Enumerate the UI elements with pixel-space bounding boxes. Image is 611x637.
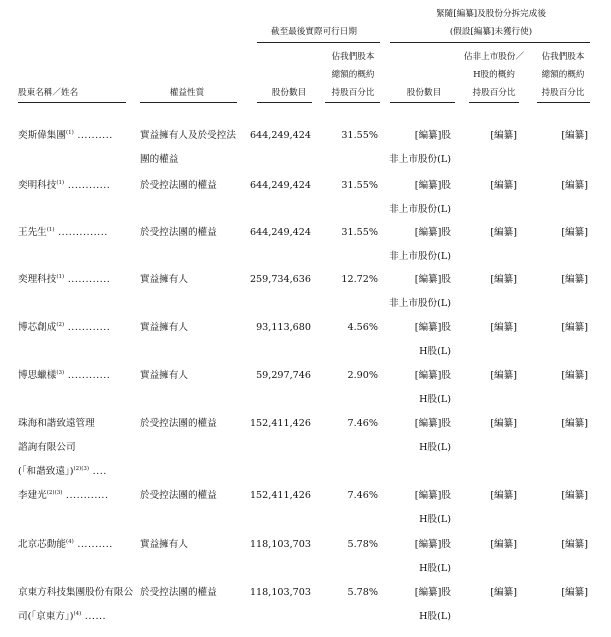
shareholder-name: 北京芯動能$^{(4)}$ .......... <box>18 539 113 550</box>
shares-after: [編纂]股 <box>414 418 451 429</box>
shareholding-pct: 7.46% <box>347 418 378 429</box>
leader-dots: ............ <box>64 370 111 381</box>
share-class: H股(L) <box>419 611 451 622</box>
pct-class-after: [編纂] <box>490 539 517 550</box>
interest-nature: 實益擁有人及於受控法 <box>140 130 236 141</box>
header-group-right-line2: (假設[編纂]未獲行使) <box>449 27 533 37</box>
share-class: 非上市股份(L) <box>389 204 451 215</box>
interest-nature: 實益擁有人 <box>140 274 188 285</box>
header-group-left: 截至最後實際可行日期 <box>271 27 357 37</box>
header-col-shares-b: 股份數目 <box>406 88 442 98</box>
footnote-ref: (4) <box>65 539 74 545</box>
interest-nature: 於受控法團的權益 <box>140 227 217 238</box>
shareholding-pct: 5.78% <box>347 587 378 598</box>
leader-dots: ............ <box>64 180 111 191</box>
interest-nature: 實益擁有人 <box>140 370 188 381</box>
header-col-pct-b-1: 佔非上市股份／ <box>463 52 525 62</box>
leader-dots: ...... <box>81 611 107 622</box>
share-class: 非上市股份(L) <box>389 251 451 262</box>
interest-nature: 於受控法團的權益 <box>140 418 217 429</box>
shareholding-pct: 31.55% <box>341 227 378 238</box>
footnote-ref: (3) <box>56 370 65 376</box>
pct-total-after: [編纂] <box>561 130 588 141</box>
interest-nature: 於受控法團的權益 <box>140 180 217 191</box>
pct-class-after: [編纂] <box>490 418 517 429</box>
header-col-shares-a: 股份數目 <box>271 88 307 98</box>
header-rule-name <box>18 102 126 103</box>
shares-after: [編纂]股 <box>414 227 451 238</box>
leader-dots: ............ <box>62 490 109 501</box>
shares-after: [編纂]股 <box>414 274 451 285</box>
shareholder-name: 司(「京東方」)$^{(4)}$ ...... <box>18 611 107 622</box>
shares-after: [編纂]股 <box>414 322 451 333</box>
shareholder-name: 奕斯偉集團$^{(1)}$ .......... <box>18 130 113 141</box>
shares-after: [編纂]股 <box>414 490 451 501</box>
header-rule-pct-a <box>325 102 380 103</box>
shareholding-pct: 2.90% <box>347 370 378 381</box>
footnote-ref: (1) <box>56 274 65 280</box>
header-rule-shares-b <box>390 102 455 103</box>
shares-after: [編纂]股 <box>414 587 451 598</box>
shares-count: 644,249,424 <box>249 227 311 238</box>
footnote-ref: (1) <box>56 180 65 186</box>
pct-class-after: [編纂] <box>490 227 517 238</box>
pct-total-after: [編纂] <box>561 227 588 238</box>
share-class: H股(L) <box>419 514 451 525</box>
share-class: H股(L) <box>419 442 451 453</box>
shares-after: [編纂]股 <box>414 180 451 191</box>
shares-after: [編纂]股 <box>414 130 451 141</box>
shareholder-name: 奕明科技$^{(1)}$ ............ <box>18 180 111 191</box>
pct-total-after: [編纂] <box>561 418 588 429</box>
leader-dots: .... <box>89 466 107 477</box>
pct-class-after: [編纂] <box>490 370 517 381</box>
header-group-right-line1: 緊隨[編纂]及股份分拆完成後 <box>436 9 546 19</box>
pct-total-after: [編纂] <box>561 370 588 381</box>
pct-total-after: [編纂] <box>561 539 588 550</box>
shares-count: 59,297,746 <box>256 370 311 381</box>
header-col-pct-c-3: 持股百分比 <box>541 88 585 98</box>
header-col-pct-c-1: 佔我們股本 <box>541 52 585 62</box>
share-class: H股(L) <box>419 346 451 357</box>
leader-dots: .............. <box>54 227 108 238</box>
shares-count: 93,113,680 <box>256 322 311 333</box>
shareholder-name: 諮詢有限公司 <box>18 442 76 453</box>
pct-class-after: [編纂] <box>490 490 517 501</box>
shareholder-name: (「和諧致遠」)$^{(2)(3)}$ .... <box>18 466 107 477</box>
pct-total-after: [編纂] <box>561 587 588 598</box>
pct-class-after: [編纂] <box>490 322 517 333</box>
footnote-ref: (1) <box>46 227 55 233</box>
header-col-pct-a-3: 持股百分比 <box>331 88 375 98</box>
shareholder-name: 珠海和諧致遠管理 <box>18 418 95 429</box>
pct-class-after: [編纂] <box>490 180 517 191</box>
shares-count: 644,249,424 <box>249 130 311 141</box>
shareholding-pct: 5.78% <box>347 539 378 550</box>
shareholder-name: 李建光$^{(2)(3)}$ ............ <box>18 490 109 501</box>
footnote-ref: (2)(3) <box>73 466 90 472</box>
header-col-pct-b-2: H股的概約 <box>473 70 515 80</box>
interest-nature: 實益擁有人 <box>140 539 188 550</box>
shareholder-name: 博思蠟樣$^{(3)}$ ............ <box>18 370 111 381</box>
shareholder-name: 博芯創成$^{(2)}$ ............ <box>18 322 111 333</box>
shares-count: 118,103,703 <box>249 539 311 550</box>
header-col-name: 股東名稱／姓名 <box>18 88 79 98</box>
shares-count: 152,411,426 <box>249 418 311 429</box>
shareholding-pct: 4.56% <box>347 322 378 333</box>
footnote-ref: (4) <box>73 611 82 617</box>
pct-class-after: [編纂] <box>490 274 517 285</box>
header-rule-right <box>390 42 590 43</box>
interest-nature: 團的權益 <box>140 154 179 165</box>
header-rule-pct-b <box>469 102 519 103</box>
share-class: H股(L) <box>419 394 451 405</box>
pct-class-after: [編纂] <box>490 587 517 598</box>
pct-total-after: [編纂] <box>561 490 588 501</box>
share-class: 非上市股份(L) <box>389 154 451 165</box>
shares-after: [編纂]股 <box>414 370 451 381</box>
header-col-pct-c-2: 總額的概約 <box>541 70 585 80</box>
header-rule-nature <box>140 102 237 103</box>
interest-nature: 於受控法團的權益 <box>140 490 217 501</box>
leader-dots: .......... <box>73 539 113 550</box>
interest-nature: 實益擁有人 <box>140 322 188 333</box>
shareholding-pct: 31.55% <box>341 180 378 191</box>
shareholder-name: 王先生$^{(1)}$ .............. <box>18 227 108 238</box>
footnote-ref: (2) <box>56 322 65 328</box>
shares-count: 259,734,636 <box>249 274 311 285</box>
pct-total-after: [編纂] <box>561 274 588 285</box>
header-col-pct-b-3: 持股百分比 <box>472 88 516 98</box>
leader-dots: .......... <box>73 130 113 141</box>
shareholding-pct: 7.46% <box>347 490 378 501</box>
shareholding-pct: 31.55% <box>341 130 378 141</box>
shares-count: 152,411,426 <box>249 490 311 501</box>
pct-total-after: [編纂] <box>561 180 588 191</box>
header-rule-left <box>257 42 380 43</box>
footnote-ref: (2)(3) <box>46 490 63 496</box>
shareholder-name: 奕理科技$^{(1)}$ ............ <box>18 274 111 285</box>
shares-count: 118,103,703 <box>249 587 311 598</box>
pct-class-after: [編纂] <box>490 130 517 141</box>
share-class: 非上市股份(L) <box>389 298 451 309</box>
shares-count: 644,249,424 <box>249 180 311 191</box>
shareholding-pct: 12.72% <box>341 274 378 285</box>
share-class: H股(L) <box>419 563 451 574</box>
pct-total-after: [編纂] <box>561 322 588 333</box>
header-col-pct-a-1: 佔我們股本 <box>331 52 375 62</box>
header-rule-shares-a <box>257 102 312 103</box>
leader-dots: ............ <box>64 274 111 285</box>
footnote-ref: (1) <box>65 130 74 136</box>
shareholder-name: 京東方科技集團股份有限公 <box>18 587 134 598</box>
header-rule-pct-c <box>537 102 590 103</box>
header-col-nature: 權益性質 <box>169 88 205 98</box>
header-col-pct-a-2: 總額的概約 <box>331 70 375 80</box>
interest-nature: 於受控法團的權益 <box>140 587 217 598</box>
leader-dots: ............ <box>64 322 111 333</box>
shares-after: [編纂]股 <box>414 539 451 550</box>
